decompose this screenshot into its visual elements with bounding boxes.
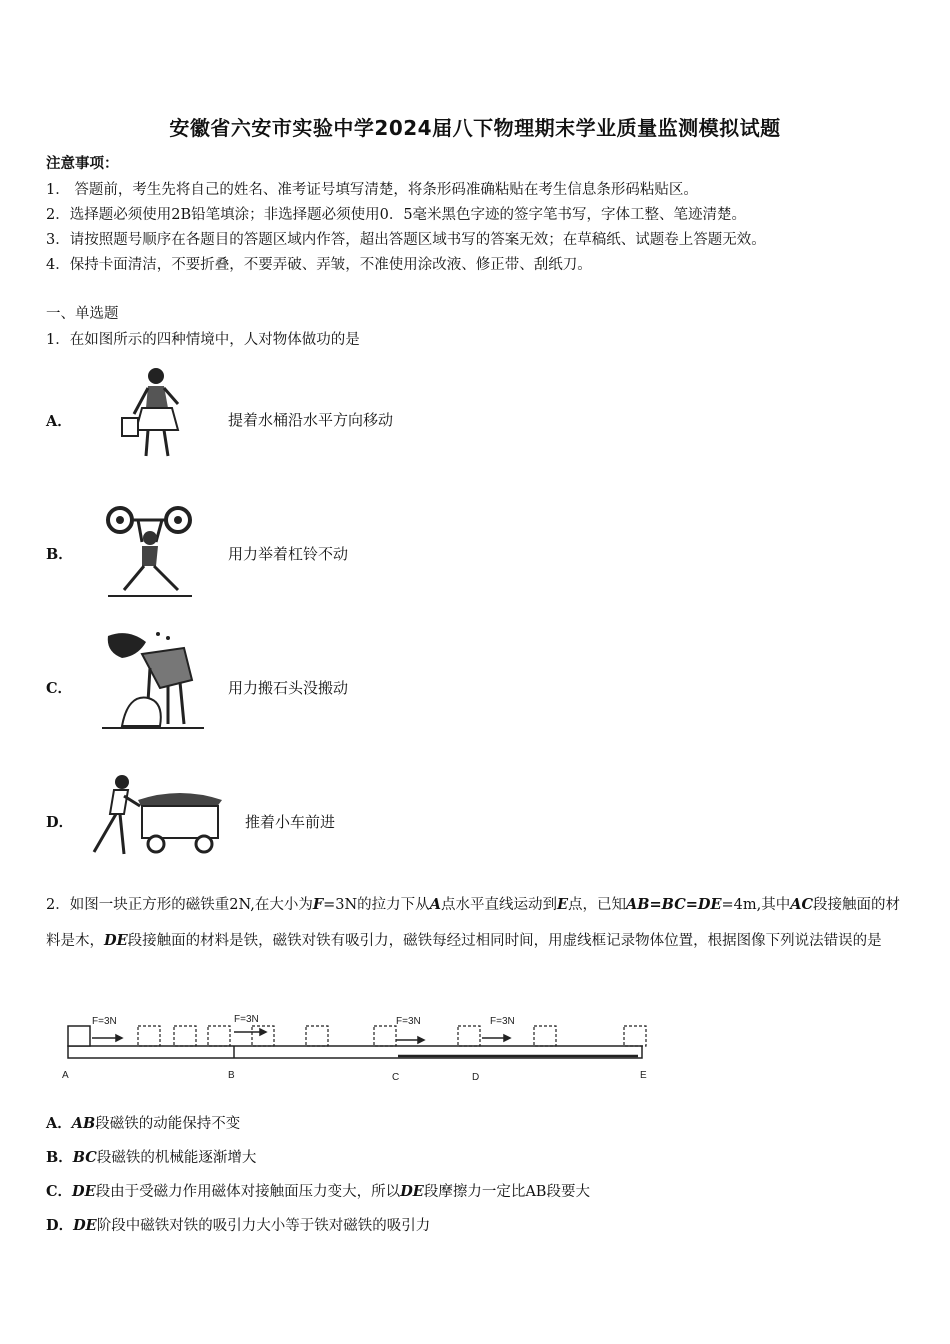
q2-option-b: B．BC段磁铁的机械能逐渐增大: [46, 1149, 257, 1166]
question-2-stem: 2．如图一块正方形的磁铁重2N,在大小为F=3N的拉力下从A点水平直线运动到E点，已知AB=BC=DE=4m,其中AC段接触面的材料是木，DE段接触面的材料是铁，磁铁对铁有吸引力，磁铁每经过相同时间，用虚线框记录物体位置，根据图像下列说法错误的是: [46, 896, 901, 949]
force-label-3: F=3N: [396, 1016, 421, 1027]
q1-option-a-letter: A．: [46, 413, 72, 430]
q2-option-c: C．DE段由于受磁力作用磁体对接触面压力变大，所以DE段摩擦力一定比AB段要大: [46, 1183, 590, 1200]
q1-option-b-letter: B．: [46, 546, 73, 563]
point-d-label: D: [472, 1072, 480, 1083]
dashed-position-boxes: [138, 1026, 646, 1046]
notice-item-3: 3．请按照题号顺序在各题目的答题区域内作答，超出答题区域书写的答案无效；在草稿纸、试题卷上答题无效。: [46, 232, 766, 248]
magnet-block: [68, 1026, 90, 1046]
q1-option-d-text: 推着小车前进: [245, 813, 336, 831]
stone-lifter-figure: [98, 628, 208, 734]
notice-item-1: 1． 答题前，考生先将自己的姓名、准考证号填写清楚，将条形码准确粘贴在考生信息条形码粘贴区。: [46, 182, 698, 198]
point-a-label: A: [62, 1070, 69, 1081]
notice-heading: 注意事项：: [46, 155, 119, 172]
q2-option-a: A．AB段磁铁的动能保持不变: [46, 1115, 241, 1132]
carry-bucket-figure: [112, 364, 192, 464]
q2-option-d: D．DE阶段中磁铁对铁的吸引力大小等于铁对磁铁的吸引力: [46, 1217, 431, 1234]
point-b-label: B: [228, 1070, 235, 1081]
force-label-2: F=3N: [234, 1014, 259, 1025]
q1-option-c-text: 用力搬石头没搬动: [228, 679, 349, 697]
force-label-4: F=3N: [490, 1016, 515, 1027]
q1-option-b-text: 用力举着杠铃不动: [228, 545, 349, 563]
cart-pusher-figure: [80, 772, 230, 860]
q1-option-c-letter: C．: [46, 680, 73, 697]
q1-option-d-letter: D．: [46, 814, 74, 831]
section-heading: 一、单选题: [46, 306, 119, 322]
notice-item-4: 4．保持卡面清洁，不要折叠，不要弄破、弄皱，不准使用涂改液、修正带、刮纸刀。: [46, 257, 592, 273]
q1-option-a-text: 提着水桶沿水平方向移动: [228, 411, 394, 429]
notice-item-2: 2．选择题必须使用2B铅笔填涂；非选择题必须使用0．5毫米黑色字迹的签字笔书写，字体工整、笔迹清楚。: [46, 207, 747, 223]
magnet-motion-diagram: [58, 1010, 662, 1088]
barbell-lifter-figure: [104, 498, 196, 602]
question-1-stem: 1．在如图所示的四种情境中，人对物体做功的是: [46, 332, 360, 348]
force-arrows: [92, 1029, 510, 1043]
force-label-1: F=3N: [92, 1016, 117, 1027]
page-title: 安徽省六安市实验中学2024届八下物理期末学业质量监测模拟试题: [169, 116, 781, 140]
point-e-label: E: [640, 1070, 647, 1081]
point-c-label: C: [392, 1072, 400, 1083]
